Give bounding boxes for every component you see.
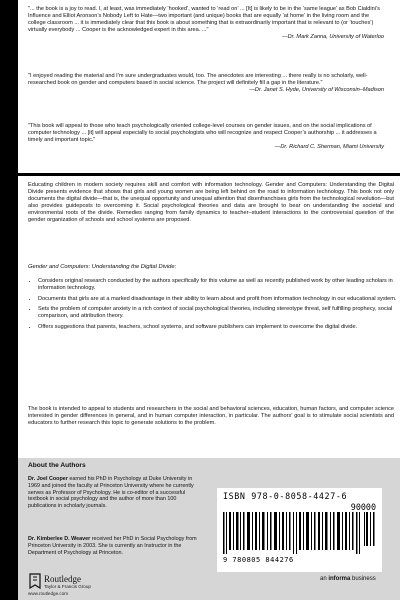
list-item: • Sets the problem of computer anxiety in a rich context of social psychological theories, including stereotype threat, self fulfilling prophecy, social comparison, and attribution theory.: [38, 306, 400, 320]
about-authors-title: About the Authors: [28, 462, 86, 469]
features-heading: Gender and Computers: Understanding the Digital Divide:: [28, 264, 177, 270]
author-name: Dr. Kimberlee D. Weaver: [28, 536, 91, 542]
about-authors-box: [18, 458, 400, 600]
quote-text: "This book will appeal to those who teach psychologically oriented college-level courses on gender issues, and on the social implications of computer technology ... [it] will appeal especially to social psychologists who will recognize and respect Cooper’s authorship ... it addresses a timely and important topic.": [28, 123, 377, 143]
back-cover-panel: [18, 0, 400, 600]
list-item: • Documents that girls are at a marked disadvantage in their ability to learn about and profit from information technology in our educational system.: [38, 296, 400, 303]
feature-list: [26, 278, 400, 334]
quote-text: "... the book is a joy to read. I, at least, was immediately ‘hooked’, wanted to ‘read on’ ... [It] is likely to be in the ‘same league’ as Bob Cialdini’s Influence and Elliot Aronson’s Nobody Left to Hate—two important (and unique) books that are equally ‘at home’ in the living room and the college classroom ... it is immediately clear that this book is about something that is extraordinarily important that is relevant to (or ‘touches’) virtually everybody ... Cooper is the acknowledged expert in this area. ...": [28, 6, 380, 33]
review-quote-1: [28, 6, 384, 41]
book-description: Educating children in modern society requires skill and comfort with information technology. Gender and Computers: Understanding the Digital Divide presents evidence that shows that girls and young women are being left behind on the road to information technology. This book not only documents the digital divide—that is, the unequal opportunity and unequal attention that disenfranchises girls from the technological revolution—but also provides guideposts to overcoming it. Social psychological theories and data are brought to bear on understanding the societal and environmental roots of the divide. Remedies ranging from family dynamics to teacher–student interactions to the controversial question of the gender organization of schools and school systems are proposed.: [28, 182, 394, 223]
isbn-text: ISBN 978-0-8058-4427-6: [223, 491, 348, 501]
author-bio-text: received her PhD in Social Psychology from Princeton University in 2003. She is currently an Instructor in the Department of Psychology at Princeton.: [28, 536, 197, 556]
divider-rule: [18, 173, 400, 176]
audience-statement: The book is intended to appeal to students and researchers in the social and behavioral sciences, education, human factors, and computer science interested in gender differences in general, and in human computer interaction, in particular. The authors’ goal is to stimulate social scientists and educators to further research this topic to generate solutions to the problem.: [28, 406, 394, 426]
publisher-url: www.routledge.com: [28, 591, 69, 596]
quote-attribution: —Dr. Richard C. Sherman, Miami University: [274, 144, 384, 150]
quote-text: "I enjoyed reading the material and I’m sure undergraduates would, too. The anecdotes are interesting ... there really is no scholarly, well-researched book on gender and computers based in social science. The project will definitely fill a gap in the literature.": [28, 73, 368, 86]
barcode-icon: [223, 512, 376, 554]
author-bio-weaver: [28, 536, 203, 556]
informa-tagline: [320, 576, 376, 582]
barcode-number: 9 780805 844276: [223, 556, 294, 564]
informa-prefix: an: [320, 576, 329, 582]
author-bio-text: earned his PhD in Psychology at Duke University in 1969 and joined the faculty at Princeton University where he currently serves as Professor of Psychology. He is co-editor of a successful textbook in social psychology and the author of more than 100 publications in scholarly journals.: [28, 476, 194, 510]
informa-brand: informa: [328, 576, 351, 582]
quote-attribution: —Dr. Mark Zanna, University of Waterloo: [282, 34, 384, 40]
review-quote-2: [28, 73, 384, 94]
author-name: Dr. Joel Cooper: [28, 476, 68, 482]
list-item: • Considers original research conducted by the authors specifically for this volume as well as recently published work by other leading scholars in information technology.: [38, 278, 400, 292]
routledge-logo-icon: [28, 573, 42, 589]
publisher-name: Routledge: [44, 574, 81, 584]
price-code: 90000: [350, 502, 376, 512]
publisher-group: Taylor & Francis Group: [44, 584, 91, 589]
list-item: • Offers suggestions that parents, teachers, school systems, and software publishers can implement to overcome the digital divide.: [38, 324, 400, 331]
informa-suffix: business: [350, 576, 376, 582]
author-bio-cooper: [28, 476, 203, 510]
quote-attribution: —Dr. Janet S. Hyde, University of Wisconsin–Madison: [249, 87, 384, 93]
barcode-block: [217, 488, 382, 572]
review-quote-3: [28, 123, 384, 151]
